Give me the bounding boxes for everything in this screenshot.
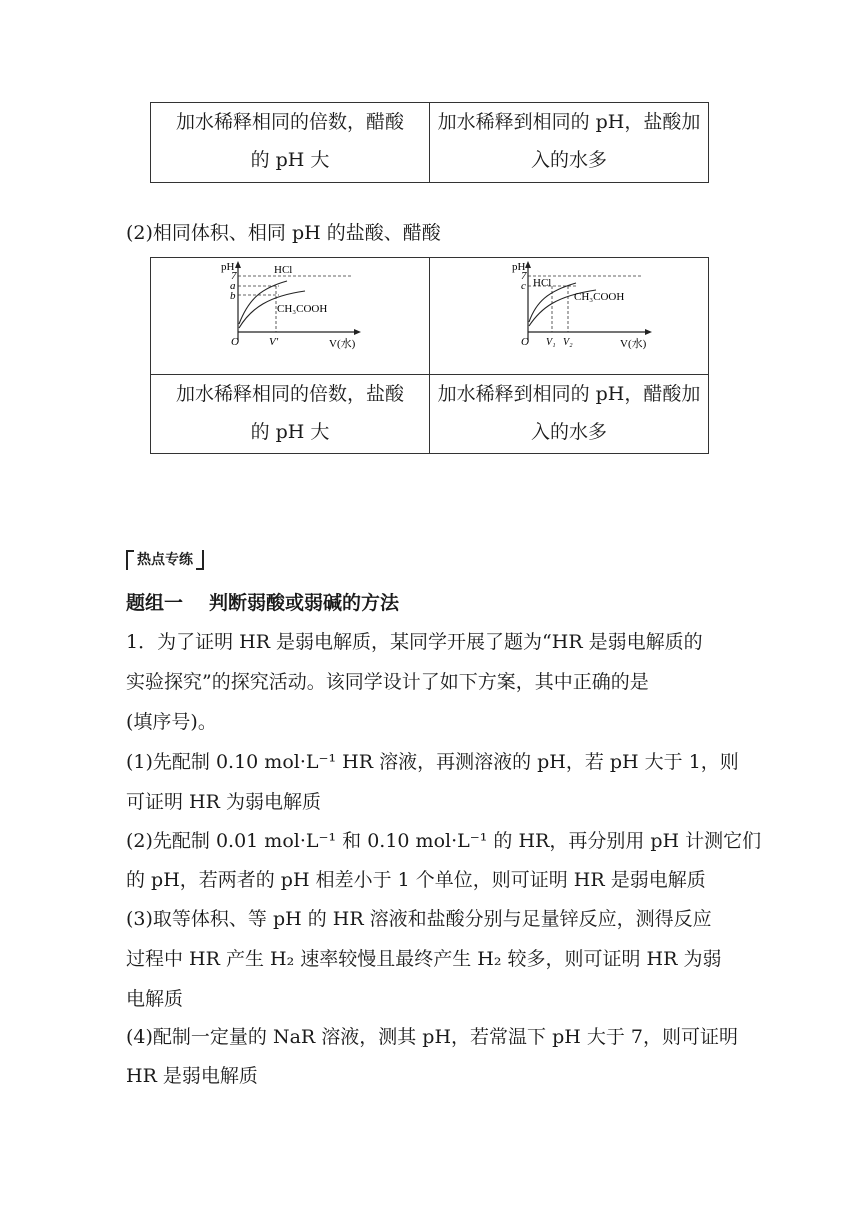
tick-7: 7 [231, 270, 237, 282]
option-line: 可证明 HR 为弱电解质 [126, 791, 321, 813]
series-hcl-label: HCl [533, 277, 552, 289]
tick-7: 7 [521, 270, 527, 282]
question-line: (填序号)。 [126, 711, 217, 733]
y-axis-label: pH [512, 261, 526, 273]
option-line: (2)先配制 0.01 mol·L⁻¹ 和 0.10 mol·L⁻¹ 的 HR，再分别用 pH 计测它们 [126, 830, 762, 852]
hot-practice-text: 热点专练 [137, 552, 193, 568]
comparison-table-1 [150, 102, 709, 183]
question-line: 实验探究”的探究活动。该同学设计了如下方案，其中正确的是 [126, 671, 649, 693]
option-line: (3)取等体积、等 pH 的 HR 溶液和盐酸分别与足量锌反应，测得反应 [126, 908, 712, 930]
dilution-graph-right [436, 258, 702, 361]
question-line: 1．为了证明 HR 是弱电解质，某同学开展了题为“HR 是弱电解质的 [126, 631, 703, 653]
table2-right-line2: 入的水多 [530, 421, 607, 443]
section2-title: (2)相同体积、相同 pH 的盐酸、醋酸 [126, 222, 441, 244]
bracket-open-icon [126, 550, 134, 570]
x-mark-v1: V₁ [546, 337, 556, 348]
figure-cell-right [430, 258, 709, 375]
tick-b: b [230, 290, 236, 302]
hot-practice-label [126, 549, 204, 570]
series-acetic-label: CH₃COOH [574, 291, 625, 303]
table2-left-line2: 的 pH 大 [250, 421, 330, 443]
option-line: 的 pH，若两者的 pH 相差小于 1 个单位，则可证明 HR 是弱电解质 [126, 869, 706, 891]
origin-label: O [521, 336, 529, 348]
table1-right-cell [430, 103, 709, 183]
option-line: 过程中 HR 产生 H₂ 速率较慢且最终产生 H₂ 较多，则可证明 HR 为弱 [126, 948, 722, 970]
option-line: HR 是弱电解质 [126, 1065, 258, 1087]
series-hcl-label: HCl [274, 264, 293, 276]
table1-left-cell [151, 103, 430, 183]
y-axis-label: pH [221, 261, 235, 273]
series-acetic-label: CH₃COOH [277, 303, 328, 315]
table1-right-line2: 入的水多 [530, 149, 607, 171]
tick-c: c [521, 280, 526, 292]
x-mark-v2: V₂ [563, 337, 573, 348]
option-line: (1)先配制 0.10 mol·L⁻¹ HR 溶液，再测溶液的 pH，若 pH 大于 1，则 [126, 751, 739, 773]
table2-left-line1: 加水稀释相同的倍数，盐酸 [175, 383, 404, 405]
table1-left-line1: 加水稀释相同的倍数，醋酸 [175, 111, 404, 133]
figure-cell-left [151, 258, 430, 375]
bracket-close-icon [196, 550, 204, 570]
group-title-prefix: 题组一 [126, 592, 184, 614]
table1-left-line2: 的 pH 大 [250, 149, 330, 171]
group-title-text: 判断弱酸或弱碱的方法 [209, 592, 400, 614]
comparison-table-2 [150, 257, 709, 454]
dilution-graph-left [157, 258, 423, 361]
tick-a: a [230, 280, 236, 292]
table2-left-cell [151, 375, 430, 454]
x-axis-label: V(水) [329, 338, 356, 350]
x-mark-v-prime: V′ [269, 336, 279, 348]
option-line: (4)配制一定量的 NaR 溶液，测其 pH，若常温下 pH 大于 7，则可证明 [126, 1026, 738, 1048]
option-line: 电解质 [126, 988, 184, 1010]
table2-right-line1: 加水稀释到相同的 pH，醋酸加 [437, 383, 701, 405]
table2-right-cell [430, 375, 709, 454]
origin-label: O [231, 336, 239, 348]
x-axis-label: V(水) [620, 338, 647, 350]
table1-right-line1: 加水稀释到相同的 pH，盐酸加 [437, 111, 701, 133]
group-title [126, 588, 399, 615]
